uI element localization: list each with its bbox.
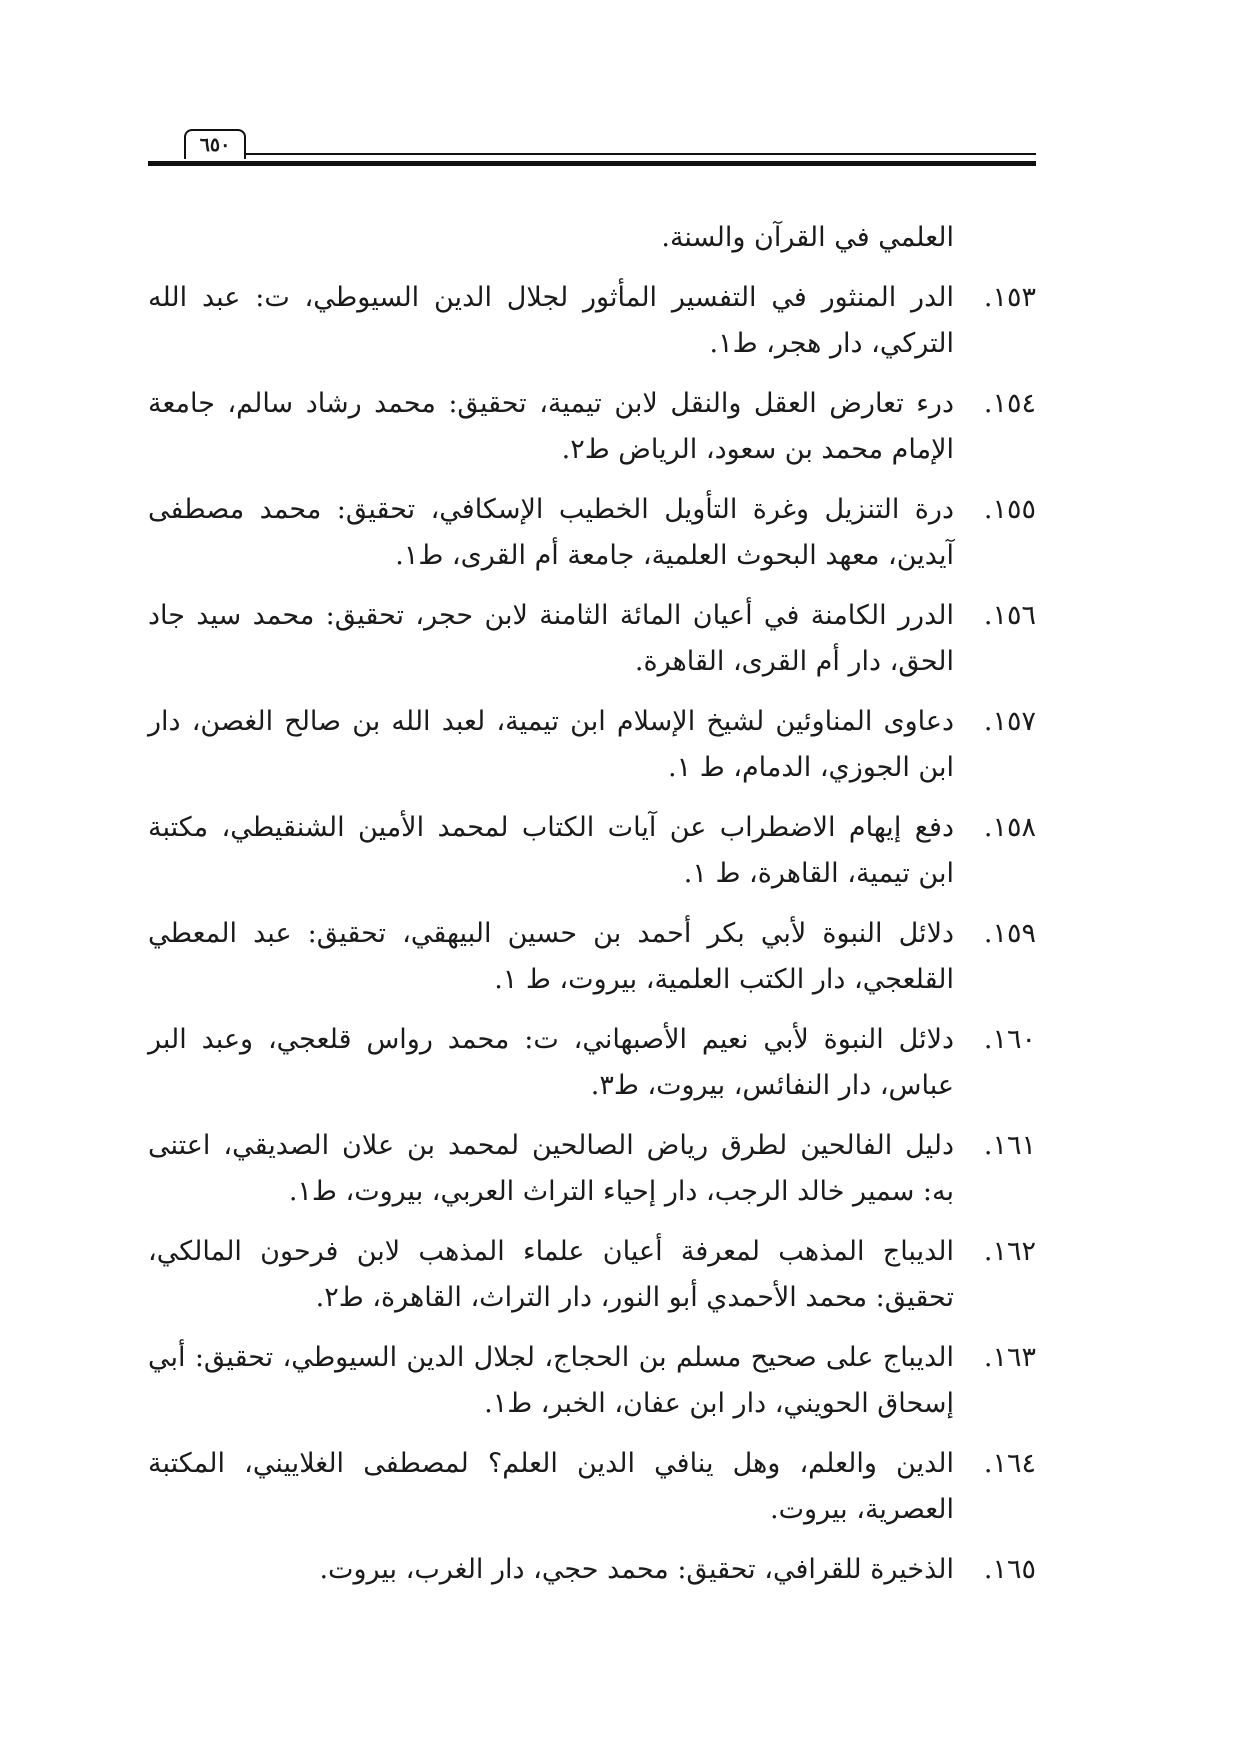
header-thin-rule — [243, 153, 1036, 155]
entry-text: دليل الفالحين لطرق رياض الصالحين لمحمد بن علان الصديقي، اعتنى به: سمير خالد الرجب، دار إحياء التراث العربي، بيروت، ط١. — [148, 1130, 954, 1207]
bibliography-entry — [148, 1335, 1036, 1427]
bibliography-entry — [148, 1441, 1036, 1533]
bibliography-list — [148, 215, 1036, 1607]
entry-text: الديباج على صحيح مسلم بن الحجاج، لجلال الدين السيوطي، تحقيق: أبي إسحاق الحويني، دار ابن عفان، الخبر، ط١. — [148, 1342, 954, 1419]
entry-text: دفع إيهام الاضطراب عن آيات الكتاب لمحمد الأمين الشنقيطي، مكتبة ابن تيمية، القاهرة، ط ١. — [148, 812, 954, 889]
entry-number: ١٦١. — [983, 1130, 1036, 1161]
entry-text: الدين والعلم، وهل ينافي الدين العلم؟ لمصطفى الغلاييني، المكتبة العصرية، بيروت. — [148, 1448, 954, 1525]
entry-number: ١٥٥. — [983, 494, 1036, 525]
continued-entry-text: العلمي في القرآن والسنة. — [661, 222, 954, 253]
entry-number: ١٥٩. — [983, 918, 1036, 949]
entry-number: ١٦٤. — [983, 1448, 1036, 1479]
bibliography-entry — [148, 1017, 1036, 1109]
page-number: ٦٥٠ — [184, 129, 246, 159]
entry-number: ١٦٣. — [983, 1342, 1036, 1373]
entry-number: ١٥٦. — [983, 600, 1036, 631]
entry-text: درء تعارض العقل والنقل لابن تيمية، تحقيق: محمد رشاد سالم، جامعة الإمام محمد بن سعود، الرياض ط٢. — [148, 388, 954, 465]
header-thick-rule — [148, 161, 1036, 166]
bibliography-entry — [148, 699, 1036, 791]
bibliography-entry — [148, 805, 1036, 897]
entry-text: الدر المنثور في التفسير المأثور لجلال الدين السيوطي، ت: عبد الله التركي، دار هجر، ط١. — [148, 282, 954, 359]
bibliography-entry — [148, 911, 1036, 1003]
entry-number: ١٦٥. — [983, 1554, 1036, 1585]
entry-text: دلائل النبوة لأبي نعيم الأصبهاني، ت: محمد رواس قلعجي، وعبد البر عباس، دار النفائس، بيروت، ط٣. — [148, 1024, 954, 1101]
entry-number: ١٥٣. — [983, 282, 1036, 313]
bibliography-entry — [148, 487, 1036, 579]
entry-text: درة التنزيل وغرة التأويل الخطيب الإسكافي، تحقيق: محمد مصطفى آيدين، معهد البحوث العلمية، جامعة أم القرى، ط١. — [148, 494, 954, 571]
bibliography-entry — [148, 1123, 1036, 1215]
entry-text: الدرر الكامنة في أعيان المائة الثامنة لابن حجر، تحقيق: محمد سيد جاد الحق، دار أم القرى، القاهرة. — [148, 600, 954, 677]
entry-number: ١٥٧. — [983, 706, 1036, 737]
bibliography-entry — [148, 381, 1036, 473]
entry-number: ١٥٨. — [983, 812, 1036, 843]
bibliography-entry — [148, 1547, 1036, 1593]
entry-number: ١٦٢. — [983, 1236, 1036, 1267]
entry-text: دلائل النبوة لأبي بكر أحمد بن حسين البيهقي، تحقيق: عبد المعطي القلعجي، دار الكتب العلمية، بيروت، ط ١. — [148, 918, 954, 995]
bibliography-entry — [148, 593, 1036, 685]
bibliography-entry — [148, 275, 1036, 367]
entry-text: الديباج المذهب لمعرفة أعيان علماء المذهب لابن فرحون المالكي، تحقيق: محمد الأحمدي أبو النور، دار التراث، القاهرة، ط٢. — [148, 1236, 954, 1313]
entry-number: ١٦٠. — [983, 1024, 1036, 1055]
bibliography-entry — [148, 1229, 1036, 1321]
entry-text: الذخيرة للقرافي، تحقيق: محمد حجي، دار الغرب، بيروت. — [319, 1554, 954, 1585]
page-header — [148, 125, 1036, 175]
entry-text: دعاوى المناوئين لشيخ الإسلام ابن تيمية، لعبد الله بن صالح الغصن، دار ابن الجوزي، الدمام، ط ١. — [148, 706, 954, 783]
entry-number: ١٥٤. — [983, 388, 1036, 419]
